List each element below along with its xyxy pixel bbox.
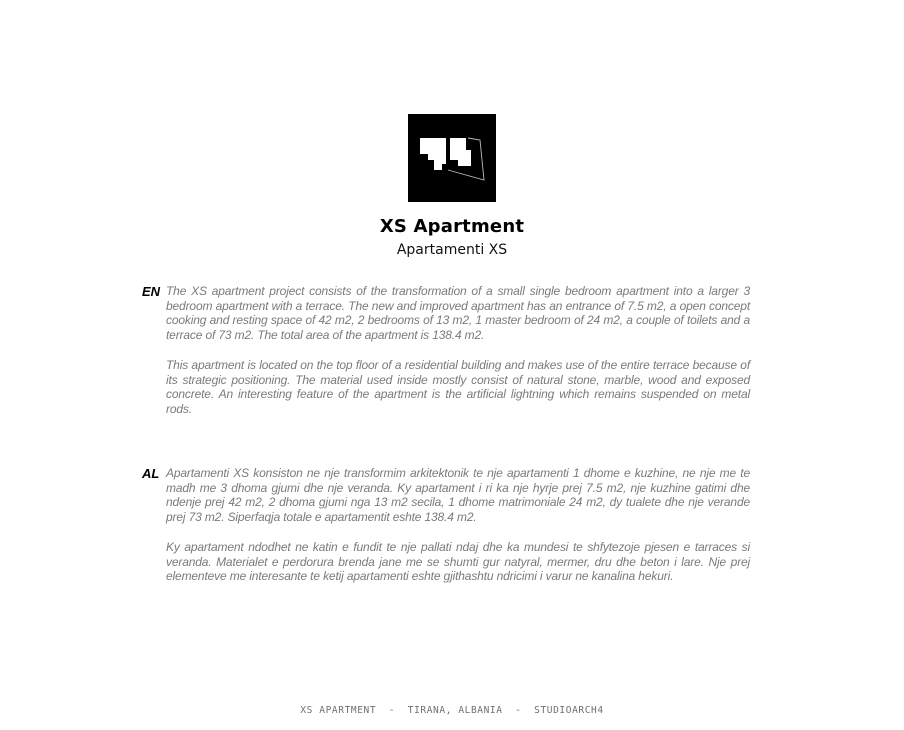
- language-label-al: AL: [142, 466, 160, 481]
- page-subtitle: Apartamenti XS: [396, 242, 508, 258]
- floor-plan-logo-icon: [408, 114, 496, 202]
- language-label-en: EN: [142, 284, 161, 299]
- al-paragraph-2: Ky apartament ndodhet ne katin e fundit te nje pallati ndaj dhe ka mundesi te shfytezoje pjesen e tarraces si veranda. Materialet e perdorura brenda jane me se shumti gur natyral, mermer, dru dhe beton i lare. Nje prej elementeve me interesante te ketij apartamenti eshte gjithashtu ndricimi i varur ne kanalina hekuri.: [166, 540, 750, 584]
- en-paragraph-1: The XS apartment project consists of the transformation of a small single bedroom apartment into a larger 3 bedroom apartment with a terrace. The new and improved apartment has an entrance of 7.5 m2, a open concept cooking and resting space of 42 m2, 2 bedrooms of 13 m2, 1 master bedroom of 24 m2, a couple of toilets and a terrace of 73 m2. The total area of the apartment is 138.4 m2.: [166, 284, 750, 343]
- page-title: XS Apartment: [379, 216, 525, 237]
- en-paragraph-2: This apartment is located on the top floor of a residential building and makes use of the entire terrace because of its strategic positioning. The material used inside mostly consist of natural stone, marble, wood and exposed concrete. An interesting feature of the apartment is the artificial lightning which remains suspended on metal rods.: [166, 358, 750, 417]
- footer-caption: XS APARTMENT - TIRANA, ALBANIA - STUDIOARCH4: [300, 705, 604, 716]
- al-paragraph-1: Apartamenti XS konsiston ne nje transformim arkitektonik te nje apartamenti 1 dhome e kuzhine, ne nje me te madh me 3 dhoma gjumi dhe nje veranda. Ky apartament i ri ka nje hyrje prej 7.5 m2, nje kuzhine gatimi dhe ndenje prej 42 m2, 2 dhoma gjumi nga 13 m2 secila, 1 dhome matrimoniale 24 m2, dy tualete dhe nje verande prej 73 m2. Siperfaqja totale e apartamentit eshte 138.4 m2.: [166, 466, 750, 525]
